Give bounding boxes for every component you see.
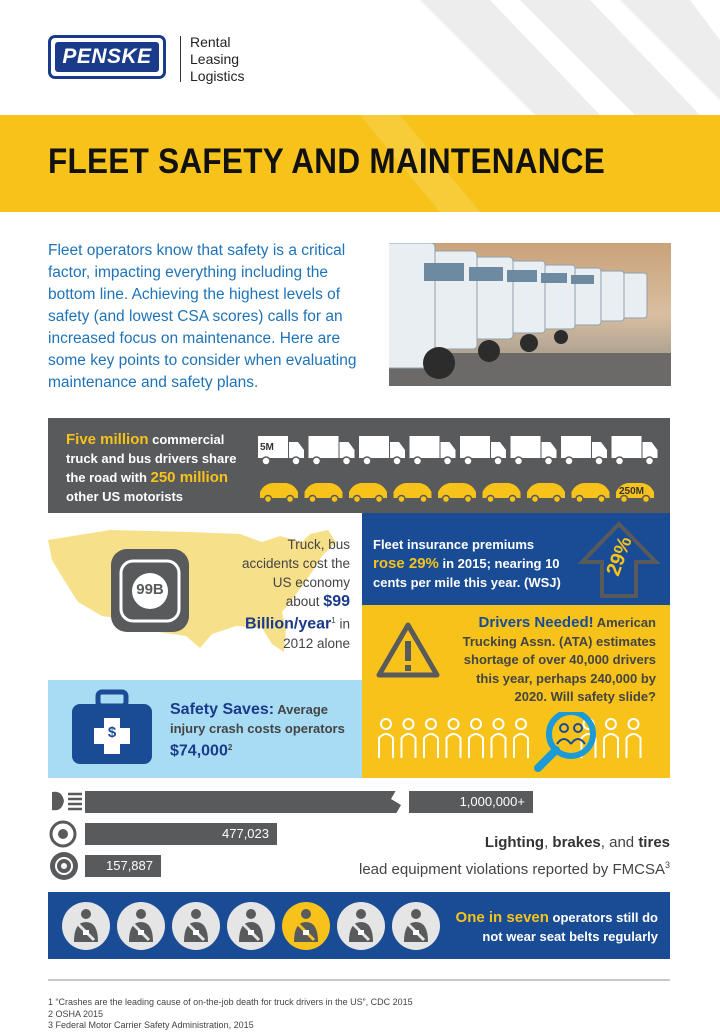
violation-value-brakes: 477,023	[222, 826, 269, 841]
seatbelt-icon	[392, 902, 440, 950]
person-icon	[492, 719, 506, 758]
seatbelt-text	[440, 908, 658, 946]
violations-caption	[270, 832, 670, 881]
footnote-1: 1 “Crashes are the leading cause of on-the-job death for truck drivers in the US”, CDC 2015	[48, 997, 413, 1007]
warning-icon	[375, 621, 441, 679]
logo-divider	[180, 36, 181, 82]
person-icon	[514, 719, 528, 758]
insurance-text	[373, 535, 573, 592]
truck-icon	[561, 436, 607, 465]
cost-highlight: $99 Billion/year	[245, 593, 350, 633]
safety-saves-highlight: Safety Saves:	[170, 701, 275, 718]
violation-bar-lighting	[85, 791, 533, 813]
tire-icon	[48, 850, 80, 882]
car-icon	[527, 483, 565, 503]
car-icon-row	[258, 478, 664, 504]
tagline-rental: Rental	[190, 34, 231, 50]
drivers-needed-highlight: Drivers Needed!	[478, 614, 594, 631]
truck-icon	[460, 436, 506, 465]
footnote-3: 3 Federal Motor Carrier Safety Administration, 2015	[48, 1020, 254, 1030]
insurance-text-2: in 2015; nearing 10 cents per mile this year. (WSJ)	[373, 556, 561, 590]
caption-brakes: brakes	[552, 834, 601, 851]
person-icon	[604, 719, 618, 758]
violations-caption-line2	[270, 854, 670, 881]
tagline-leasing: Leasing	[190, 51, 240, 67]
car-icon	[349, 483, 387, 503]
truck-label-5m: 5M	[260, 442, 274, 453]
car-icon	[483, 483, 521, 503]
tagline-logistics: Logistics	[190, 68, 245, 84]
violation-bar-brakes	[85, 823, 277, 845]
money-badge-label: 99B	[136, 581, 164, 598]
person-icon	[402, 719, 416, 758]
motorists-text	[66, 430, 256, 506]
logo-wordmark: PENSKE	[55, 42, 159, 72]
violation-value-tires: 157,887	[106, 858, 153, 873]
people-icon-row	[376, 712, 666, 772]
caption-footnote-ref: 3	[664, 860, 670, 870]
motorists-text-2: other US motorists	[66, 489, 184, 504]
motorists-text-1: commercial truck and bus drivers share the road with	[66, 432, 237, 485]
seatbelt-icon	[227, 902, 275, 950]
page-title: FLEET SAFETY AND MAINTENANCE	[48, 142, 606, 181]
arrow-percent-label: 29%	[602, 533, 637, 579]
intro-paragraph: Fleet operators know that safety is a critical factor, impacting everything including the bottom line. Achieving the highest levels of safety (and lowest CSA scores) calls for an increased focus on maintenance. Here are some key points to consider when evaluating maintenance and safety plans.	[48, 242, 357, 391]
truck-icon	[309, 436, 355, 465]
footnote-2: 2 OSHA 2015	[48, 1008, 104, 1019]
cost-footnote-ref: 1	[331, 616, 336, 625]
caption-comma-1: ,	[544, 834, 553, 851]
car-icon	[260, 483, 298, 503]
caption-line2-text: lead equipment violations reported by FMCSA	[358, 861, 665, 878]
car-icon	[305, 483, 343, 503]
accident-cost-text	[240, 535, 350, 653]
footer-divider	[48, 979, 670, 981]
drivers-needed-body: American Trucking Assn. (ATA) estimates shortage of over 40,000 drivers this year, perhaps 240,000 by 2020. Will safety slide?	[462, 615, 656, 704]
bar-break-mark	[385, 785, 409, 819]
headlight-icon	[48, 788, 84, 814]
penske-logo	[48, 35, 166, 79]
truck-icon	[359, 436, 405, 465]
trucks-photo	[389, 243, 671, 386]
cost-text-2: in 2012 alone	[283, 616, 350, 651]
person-icon	[379, 719, 393, 758]
person-icon	[627, 719, 641, 758]
seatbelt-icon	[172, 902, 220, 950]
first-aid-dollar: $	[107, 724, 117, 741]
250-million-highlight: 250 million	[150, 469, 229, 486]
car-icon	[572, 483, 610, 503]
seatbelt-icon-highlighted	[282, 902, 330, 950]
safety-saves-body: Average injury crash costs operators	[170, 702, 345, 736]
caption-tires: tires	[638, 834, 670, 851]
footnotes	[48, 997, 413, 1032]
brake-rotor-icon	[48, 819, 78, 849]
magnifier-icon	[538, 712, 593, 768]
person-icon	[447, 719, 461, 758]
person-icon	[469, 719, 483, 758]
violation-bar-tires	[85, 855, 161, 877]
truck-icon	[410, 436, 456, 465]
seatbelt-icon-row	[60, 900, 440, 952]
truck-icon-row	[258, 432, 664, 468]
seatbelt-icon	[337, 902, 385, 950]
seatbelt-icon	[62, 902, 110, 950]
insurance-highlight: rose 29%	[373, 555, 439, 572]
violation-value-lighting: 1,000,000+	[459, 794, 525, 809]
caption-lighting: Lighting	[484, 834, 545, 851]
seatbelt-highlight: One in seven	[455, 909, 549, 926]
truck-icon	[511, 436, 557, 465]
seatbelt-icon	[117, 902, 165, 950]
seatbelt-body: operators still do not wear seat belts regularly	[482, 910, 658, 944]
brand-tagline	[190, 34, 244, 85]
car-icon	[438, 483, 476, 503]
car-label-250m: 250M	[619, 486, 645, 497]
violations-caption-line1	[270, 832, 670, 854]
safety-footnote-ref: 2	[227, 743, 233, 752]
drivers-needed-text	[444, 614, 656, 707]
insurance-text-1: Fleet insurance premiums	[373, 537, 535, 552]
caption-comma-2: , and	[600, 834, 639, 851]
truck-icon	[612, 436, 658, 465]
safety-saves-text	[170, 700, 355, 760]
cost-text-1: Truck, bus accidents cost the US economy about	[241, 537, 350, 609]
five-million-highlight: Five million	[66, 431, 149, 448]
safety-saves-amount: $74,000	[170, 742, 228, 760]
person-icon	[424, 719, 438, 758]
car-icon	[394, 483, 432, 503]
